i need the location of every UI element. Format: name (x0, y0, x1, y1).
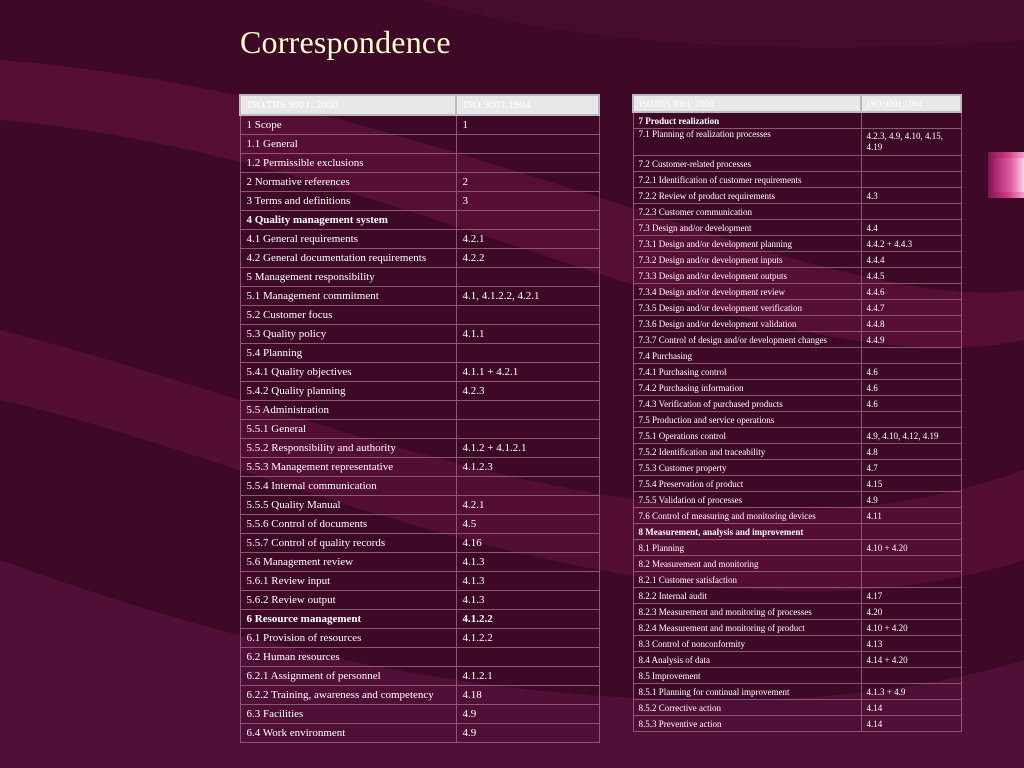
reference-cell: 4.4.8 (861, 316, 961, 332)
clause-cell: 7 Product realization (633, 112, 861, 129)
reference-cell: 4.1.2.1 (456, 667, 599, 686)
clause-cell: 7.1 Planning of realization processes (633, 129, 861, 156)
table-row (633, 604, 961, 620)
clause-cell: 7.2 Customer-related processes (633, 156, 861, 172)
clause-cell: 4.2 General documentation requirements (240, 249, 456, 268)
reference-cell (861, 412, 961, 428)
clause-cell: 5.5 Administration (240, 401, 456, 420)
clause-cell: 7.6 Control of measuring and monitoring devices (633, 508, 861, 524)
table-row (240, 477, 599, 496)
reference-cell: 4.1.2.2 (456, 629, 599, 648)
clause-cell: 8.4 Analysis of data (633, 652, 861, 668)
clause-cell: 7.4.3 Verification of purchased products (633, 396, 861, 412)
reference-cell: 4.14 (861, 716, 961, 732)
reference-cell (456, 344, 599, 363)
table-row (240, 629, 599, 648)
clause-cell: 5.3 Quality policy (240, 325, 456, 344)
clause-cell: 6.3 Facilities (240, 705, 456, 724)
clause-cell: 7.5.2 Identification and traceability (633, 444, 861, 460)
clause-cell: 5.5.3 Management representative (240, 458, 456, 477)
clause-cell: 5.5.4 Internal communication (240, 477, 456, 496)
table-row (633, 588, 961, 604)
table-row (633, 572, 961, 588)
right-correspondence-table (632, 94, 962, 732)
clause-cell: 5.4 Planning (240, 344, 456, 363)
reference-cell: 4.1.3 + 4.9 (861, 684, 961, 700)
reference-cell (861, 524, 961, 540)
table-row (633, 716, 961, 732)
clause-cell: 7.3 Design and/or development (633, 220, 861, 236)
reference-cell (861, 156, 961, 172)
reference-cell: 1 (456, 115, 599, 135)
reference-cell: 4.9 (456, 724, 599, 743)
clause-cell: 5.4.1 Quality objectives (240, 363, 456, 382)
reference-cell (861, 112, 961, 129)
slide-title: Correspondence (240, 24, 451, 60)
reference-cell: 4.4.6 (861, 284, 961, 300)
clause-cell: 7.2.3 Customer communication (633, 204, 861, 220)
clause-cell: 8.5.2 Corrective action (633, 700, 861, 716)
table-header-row (633, 95, 961, 112)
clause-cell: 7.4.2 Purchasing information (633, 380, 861, 396)
reference-cell: 4.3 (861, 188, 961, 204)
reference-cell (861, 556, 961, 572)
clause-cell: 2 Normative references (240, 173, 456, 192)
reference-cell: 4.2.3 (456, 382, 599, 401)
reference-cell: 4.10 + 4.20 (861, 540, 961, 556)
reference-cell: 4.4.9 (861, 332, 961, 348)
clause-cell: 6.1 Provision of resources (240, 629, 456, 648)
reference-cell: 4.1.2 + 4.1.2.1 (456, 439, 599, 458)
reference-cell (456, 401, 599, 420)
header-iso-1994: ISO 9001:1994 (861, 95, 961, 112)
reference-cell: 4.14 (861, 700, 961, 716)
clause-cell: 5.4.2 Quality planning (240, 382, 456, 401)
clause-cell: 5.2 Customer focus (240, 306, 456, 325)
clause-cell: 7.3.1 Design and/or development planning (633, 236, 861, 252)
reference-cell: 4.7 (861, 460, 961, 476)
table-row (240, 115, 599, 135)
table-row (240, 667, 599, 686)
table-row (633, 492, 961, 508)
clause-cell: 5.6 Management review (240, 553, 456, 572)
reference-cell: 4.18 (456, 686, 599, 705)
clause-cell: 8.2.4 Measurement and monitoring of product (633, 620, 861, 636)
clause-cell: 4 Quality management system (240, 211, 456, 230)
reference-cell: 4.13 (861, 636, 961, 652)
clause-cell: 6.2.2 Training, awareness and competency (240, 686, 456, 705)
reference-cell: 4.15 (861, 476, 961, 492)
reference-cell: 4.4 (861, 220, 961, 236)
reference-cell: 4.6 (861, 380, 961, 396)
accent-bar-highlight (993, 158, 1024, 192)
table-row (240, 553, 599, 572)
clause-cell: 1.1 General (240, 135, 456, 154)
table-row (633, 236, 961, 252)
table-row (240, 325, 599, 344)
reference-cell (456, 268, 599, 287)
reference-cell (861, 572, 961, 588)
table-row (240, 192, 599, 211)
table-row (633, 112, 961, 129)
table-row (633, 268, 961, 284)
reference-cell: 4.6 (861, 396, 961, 412)
clause-cell: 5.1 Management commitment (240, 287, 456, 306)
table-row (633, 332, 961, 348)
table-row (240, 572, 599, 591)
reference-cell: 4.9 (861, 492, 961, 508)
reference-cell (456, 648, 599, 667)
reference-cell: 2 (456, 173, 599, 192)
reference-cell: 4.11 (861, 508, 961, 524)
clause-cell: 6.4 Work environment (240, 724, 456, 743)
reference-cell: 4.2.1 (456, 496, 599, 515)
clause-cell: 8.2.1 Customer satisfaction (633, 572, 861, 588)
reference-cell (861, 204, 961, 220)
table-row (633, 364, 961, 380)
table-row (240, 724, 599, 743)
clause-cell: 8.2 Measurement and monitoring (633, 556, 861, 572)
reference-cell: 4.17 (861, 588, 961, 604)
table-row (240, 401, 599, 420)
table-row (633, 636, 961, 652)
clause-cell: 6.2.1 Assignment of personnel (240, 667, 456, 686)
table-row (240, 363, 599, 382)
table-row (240, 249, 599, 268)
clause-cell: 8.2.3 Measurement and monitoring of processes (633, 604, 861, 620)
reference-cell: 4.2.3, 4.9, 4.10, 4.15, 4.19 (861, 129, 961, 156)
clause-cell: 5.5.5 Quality Manual (240, 496, 456, 515)
table-row (240, 344, 599, 363)
clause-cell: 7.2.1 Identification of customer requirements (633, 172, 861, 188)
table-row (240, 648, 599, 667)
reference-cell: 4.9, 4.10, 4.12, 4.19 (861, 428, 961, 444)
clause-cell: 7.2.2 Review of product requirements (633, 188, 861, 204)
table-row (633, 252, 961, 268)
table-row (240, 154, 599, 173)
reference-cell: 4.1.3 (456, 591, 599, 610)
table-row (240, 439, 599, 458)
table-row (240, 496, 599, 515)
clause-cell: 7.3.5 Design and/or development verification (633, 300, 861, 316)
table-row (633, 540, 961, 556)
reference-cell: 4.8 (861, 444, 961, 460)
table-row (240, 135, 599, 154)
clause-cell: 7.5.4 Preservation of product (633, 476, 861, 492)
reference-cell: 4.1, 4.1.2.2, 4.2.1 (456, 287, 599, 306)
reference-cell: 4.14 + 4.20 (861, 652, 961, 668)
reference-cell (861, 668, 961, 684)
reference-cell: 4.1.2.2 (456, 610, 599, 629)
clause-cell: 7.3.6 Design and/or development validation (633, 316, 861, 332)
clause-cell: 4.1 General requirements (240, 230, 456, 249)
reference-cell: 4.4.2 + 4.4.3 (861, 236, 961, 252)
clause-cell: 7.3.7 Control of design and/or development changes (633, 332, 861, 348)
header-iso-2000: ISO/DIS 9001: 2000 (633, 95, 861, 112)
clause-cell: 7.3.4 Design and/or development review (633, 284, 861, 300)
clause-cell: 7.4 Purchasing (633, 348, 861, 364)
reference-cell: 4.20 (861, 604, 961, 620)
clause-cell: 5.6.1 Review input (240, 572, 456, 591)
table-row (633, 652, 961, 668)
table-row (240, 420, 599, 439)
table-row (240, 705, 599, 724)
reference-cell (456, 420, 599, 439)
table-row (633, 300, 961, 316)
clause-cell: 8 Measurement, analysis and improvement (633, 524, 861, 540)
table-row (633, 129, 961, 156)
table-row (633, 556, 961, 572)
header-iso-2000: ISO/DIS 9001: 2000 (240, 95, 456, 115)
reference-cell: 4.10 + 4.20 (861, 620, 961, 636)
table-row (240, 287, 599, 306)
table-row (240, 515, 599, 534)
left-correspondence-table (239, 94, 600, 743)
clause-cell: 1 Scope (240, 115, 456, 135)
clause-cell: 1.2 Permissible exclusions (240, 154, 456, 173)
clause-cell: 7.5.3 Customer property (633, 460, 861, 476)
table-row (240, 268, 599, 287)
clause-cell: 6 Resource management (240, 610, 456, 629)
table-row (633, 220, 961, 236)
reference-cell: 4.2.1 (456, 230, 599, 249)
table-row (240, 173, 599, 192)
table-row (633, 396, 961, 412)
clause-cell: 8.5.1 Planning for continual improvement (633, 684, 861, 700)
clause-cell: 8.3 Control of nonconformity (633, 636, 861, 652)
clause-cell: 7.5.1 Operations control (633, 428, 861, 444)
reference-cell: 4.1.1 + 4.2.1 (456, 363, 599, 382)
table-row (633, 460, 961, 476)
table-row (633, 444, 961, 460)
reference-cell: 4.4.4 (861, 252, 961, 268)
table-row (633, 204, 961, 220)
table-row (633, 668, 961, 684)
reference-cell: 4.1.2.3 (456, 458, 599, 477)
reference-cell (861, 348, 961, 364)
clause-cell: 7.3.2 Design and/or development inputs (633, 252, 861, 268)
clause-cell: 5.5.1 General (240, 420, 456, 439)
reference-cell: 4.1.3 (456, 572, 599, 591)
clause-cell: 8.2.2 Internal audit (633, 588, 861, 604)
reference-cell: 4.16 (456, 534, 599, 553)
clause-cell: 8.1 Planning (633, 540, 861, 556)
clause-cell: 5 Management responsibility (240, 268, 456, 287)
reference-cell: 4.9 (456, 705, 599, 724)
reference-cell (456, 477, 599, 496)
reference-cell: 3 (456, 192, 599, 211)
clause-cell: 3 Terms and definitions (240, 192, 456, 211)
reference-cell (456, 135, 599, 154)
table-row (633, 156, 961, 172)
clause-cell: 5.5.2 Responsibility and authority (240, 439, 456, 458)
table-row (633, 508, 961, 524)
table-row (633, 380, 961, 396)
table-row (240, 591, 599, 610)
table-row (633, 700, 961, 716)
table-row (633, 348, 961, 364)
clause-cell: 7.5.5 Validation of processes (633, 492, 861, 508)
clause-cell: 7.4.1 Purchasing control (633, 364, 861, 380)
reference-cell: 4.1.1 (456, 325, 599, 344)
table-row (240, 610, 599, 629)
table-row (633, 476, 961, 492)
table-row (240, 534, 599, 553)
reference-cell (456, 211, 599, 230)
table-row (633, 188, 961, 204)
table-row (240, 306, 599, 325)
table-row (633, 172, 961, 188)
reference-cell: 4.2.2 (456, 249, 599, 268)
table-row (240, 230, 599, 249)
table-row (240, 458, 599, 477)
table-row (633, 524, 961, 540)
table-row (633, 284, 961, 300)
reference-cell (456, 154, 599, 173)
clause-cell: 7.3.3 Design and/or development outputs (633, 268, 861, 284)
table-row (633, 316, 961, 332)
table-row (240, 211, 599, 230)
reference-cell (456, 306, 599, 325)
clause-cell: 5.5.6 Control of documents (240, 515, 456, 534)
reference-cell: 4.4.7 (861, 300, 961, 316)
reference-cell: 4.4.5 (861, 268, 961, 284)
table-header-row (240, 95, 599, 115)
clause-cell: 5.5.7 Control of quality records (240, 534, 456, 553)
reference-cell: 4.5 (456, 515, 599, 534)
clause-cell: 8.5.3 Preventive action (633, 716, 861, 732)
table-row (240, 686, 599, 705)
table-row (633, 412, 961, 428)
clause-cell: 5.6.2 Review output (240, 591, 456, 610)
table-row (633, 620, 961, 636)
clause-cell: 7.5 Production and service operations (633, 412, 861, 428)
table-row (633, 428, 961, 444)
table-row (633, 684, 961, 700)
reference-cell: 4.6 (861, 364, 961, 380)
reference-cell: 4.1.3 (456, 553, 599, 572)
table-row (240, 382, 599, 401)
header-iso-1994: ISO 9001:1994 (456, 95, 599, 115)
clause-cell: 8.5 Improvement (633, 668, 861, 684)
clause-cell: 6.2 Human resources (240, 648, 456, 667)
reference-cell (861, 172, 961, 188)
